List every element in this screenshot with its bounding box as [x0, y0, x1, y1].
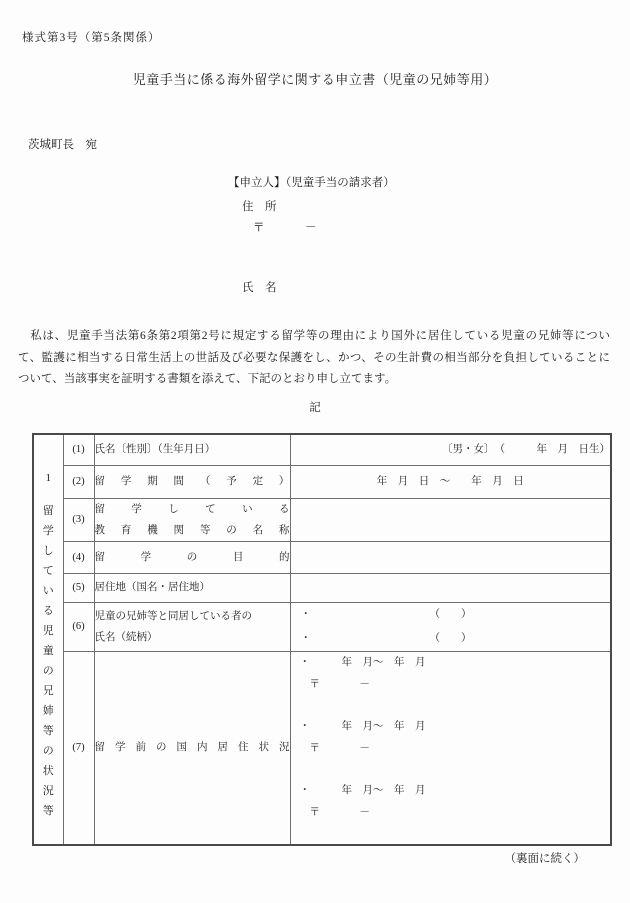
statement-line: 私は、児童手当法第6条第2項第2号に規定する留学等の理由により国外に居住している児童の兄姉等につい	[18, 330, 610, 342]
section-header-cell	[33, 434, 63, 845]
row-value-empty	[290, 541, 611, 573]
address-label: 住 所	[242, 201, 277, 213]
row-label: 氏名〔性別〕（生年月日）	[94, 434, 290, 465]
row-label: 留 学 前 の 国 内 居 住 状 況	[94, 742, 290, 753]
bullet: ・	[300, 632, 311, 644]
row-number: (2)	[63, 465, 94, 498]
section-title-vertical: 留 学 し て い る 児 童 の 兄 姉 等 の 状 況 等	[42, 504, 54, 817]
bullet: ・	[299, 720, 310, 732]
form-number: 様式第3号（第5条関係）	[22, 32, 161, 44]
table-row	[33, 651, 611, 845]
postal-mark: 〒	[309, 742, 320, 754]
row-number: (6)	[63, 602, 94, 651]
postal-code-line	[253, 219, 317, 235]
residence-block	[291, 716, 611, 760]
postal-mark: 〒	[253, 222, 265, 234]
table-row	[33, 541, 611, 573]
table-row	[33, 434, 611, 465]
row-value-empty	[290, 573, 611, 602]
row-label: 留 学 し て い る 教 育 機 関 等 の 名 称	[94, 498, 290, 541]
statement-line: ついて、当該事実を証明する書類を添えて、下記のとおり申し立てます。	[18, 373, 397, 385]
postal-dash: －	[359, 742, 370, 754]
statement-paragraph	[18, 326, 610, 391]
continued-on-back-note: （裏面に続く）	[504, 853, 585, 865]
postal-dash: －	[359, 678, 370, 690]
row-number: (3)	[63, 498, 94, 541]
statement-line: て、監護に相当する日常生活上の世話及び必要な保護をし、かつ、その生計費の相当部分を負担していることに	[18, 351, 610, 364]
row-label: 留 学 の 目 的	[94, 551, 290, 563]
postal-dash: －	[359, 806, 370, 818]
row-value	[290, 651, 611, 845]
table-row	[33, 498, 611, 541]
cohabitant-line	[291, 603, 611, 627]
record-mark: 記	[309, 402, 321, 414]
row-label: 児童の兄姉等と同居している者の 氏名（続柄）	[94, 602, 290, 651]
relation-parens: （ ）	[429, 632, 472, 644]
row-value-empty	[290, 498, 611, 541]
postal-mark: 〒	[309, 806, 320, 818]
document-title: 児童手当に係る海外留学に関する申立書（児童の兄姉等用）	[132, 72, 498, 87]
postal-dash: －	[305, 222, 317, 234]
row-number: (7)	[63, 651, 94, 845]
row-value	[290, 602, 611, 651]
table-row	[33, 602, 611, 651]
name-label: 氏 名	[242, 282, 277, 294]
period-text: 年 月～ 年 月	[341, 720, 426, 732]
table-row	[33, 573, 611, 602]
table-row	[33, 465, 611, 498]
addressee-line: 茨城町長 宛	[28, 139, 97, 151]
postal-mark: 〒	[309, 678, 320, 690]
bullet: ・	[300, 608, 311, 620]
residence-block	[291, 652, 611, 696]
period-text: 年 月～ 年 月	[341, 784, 426, 796]
bullet: ・	[299, 656, 310, 668]
row-value: 〔男・女〕 （ 年 月 日生）	[290, 434, 611, 465]
row-number: (4)	[63, 541, 94, 573]
applicant-heading: 【申立人】（児童手当の請求者）	[228, 177, 395, 189]
study-status-table	[32, 433, 612, 846]
row-label: 留 学 期 間 （ 予 定 ）	[94, 476, 290, 487]
row-number: (5)	[63, 573, 94, 602]
section-number: 1	[45, 471, 51, 484]
row-label: 居住地（国名・居住地）	[94, 573, 290, 602]
relation-parens: （ ）	[429, 608, 472, 620]
residence-block	[291, 780, 611, 824]
row-value: 年 月 日 ～ 年 月 日	[290, 465, 611, 498]
period-text: 年 月～ 年 月	[341, 656, 426, 668]
cohabitant-line	[291, 627, 611, 651]
bullet: ・	[299, 784, 310, 796]
row-number: (1)	[63, 434, 94, 465]
